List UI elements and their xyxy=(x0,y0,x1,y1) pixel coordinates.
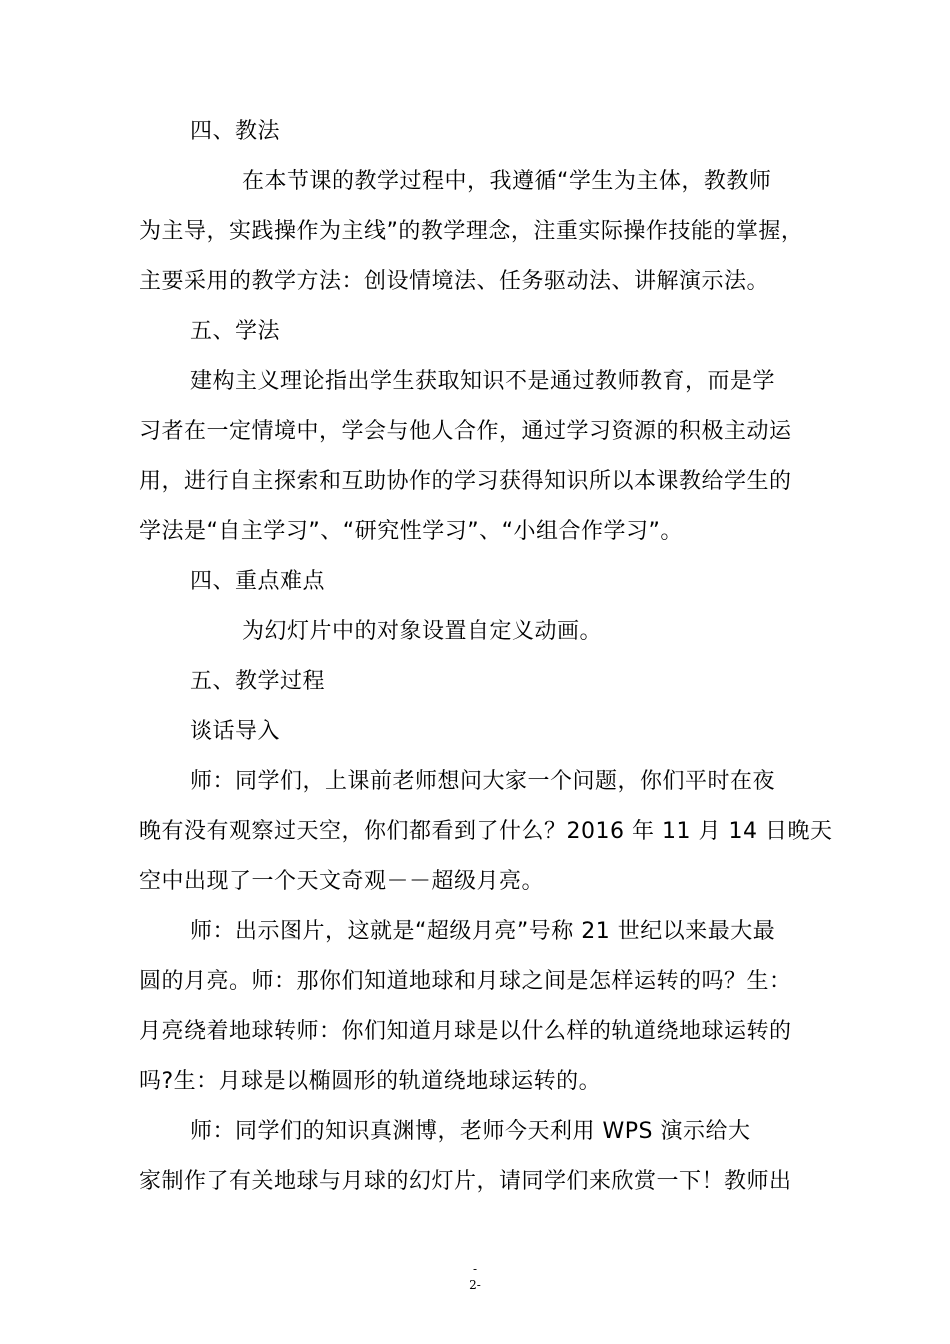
paragraph-line: 建构主义理论指出学生获取知识不是通过教师教育，而是学 xyxy=(190,369,776,394)
section-heading-learning-method: 五、学法 xyxy=(190,319,281,344)
paragraph-line: 师：出示图片，这就是“超级月亮”号称 21 世纪以来最大最 xyxy=(190,919,776,944)
section-heading-teaching-method: 四、教法 xyxy=(190,119,281,144)
paragraph-line: 晚有没有观察过天空，你们都看到了什么？2016 年 11 月 14 日晚天 xyxy=(139,819,833,844)
paragraph-line: 空中出现了一个天文奇观－－超级月亮。 xyxy=(139,869,545,894)
paragraph-line: 师：同学们的知识真渊博，老师今天利用 WPS 演示给大 xyxy=(190,1119,751,1144)
paragraph-line: 师：同学们，上课前老师想问大家一个问题，你们平时在夜 xyxy=(190,769,776,794)
paragraph-line: 在本节课的教学过程中，我遵循“学生为主体，教教师 xyxy=(242,169,772,194)
footer-dash: - xyxy=(472,1262,478,1276)
paragraph-line: 圆的月亮。师：那你们知道地球和月球之间是怎样运转的吗？生： xyxy=(139,969,792,994)
page-number: 2- xyxy=(469,1278,481,1292)
paragraph-line: 为幻灯片中的对象设置自定义动画。 xyxy=(242,619,603,644)
section-heading-key-points: 四、重点难点 xyxy=(190,569,326,594)
section-heading-teaching-process: 五、教学过程 xyxy=(190,669,326,694)
paragraph-line: 习者在一定情境中，学会与他人合作，通过学习资源的积极主动运 xyxy=(139,419,792,444)
paragraph-line: 吗?生：月球是以椭圆形的轨道绕地球运转的。 xyxy=(139,1069,602,1094)
paragraph-line: 为主导，实践操作为主线”的教学理念，注重实际操作技能的掌握， xyxy=(139,219,804,244)
subheading-intro: 谈话导入 xyxy=(190,719,281,744)
paragraph-line: 家制作了有关地球与月球的幻灯片，请同学们来欣赏一下！教师出 xyxy=(139,1169,792,1194)
paragraph-line: 主要采用的教学方法：创设情境法、任务驱动法、讲解演示法。 xyxy=(139,269,770,294)
paragraph-line: 学法是“自主学习”、“研究性学习”、“小组合作学习”。 xyxy=(139,519,683,544)
paragraph-line: 月亮绕着地球转师：你们知道月球是以什么样的轨道绕地球运转的 xyxy=(139,1019,792,1044)
paragraph-line: 用，进行自主探索和互助协作的学习获得知识所以本课教给学生的 xyxy=(139,469,792,494)
